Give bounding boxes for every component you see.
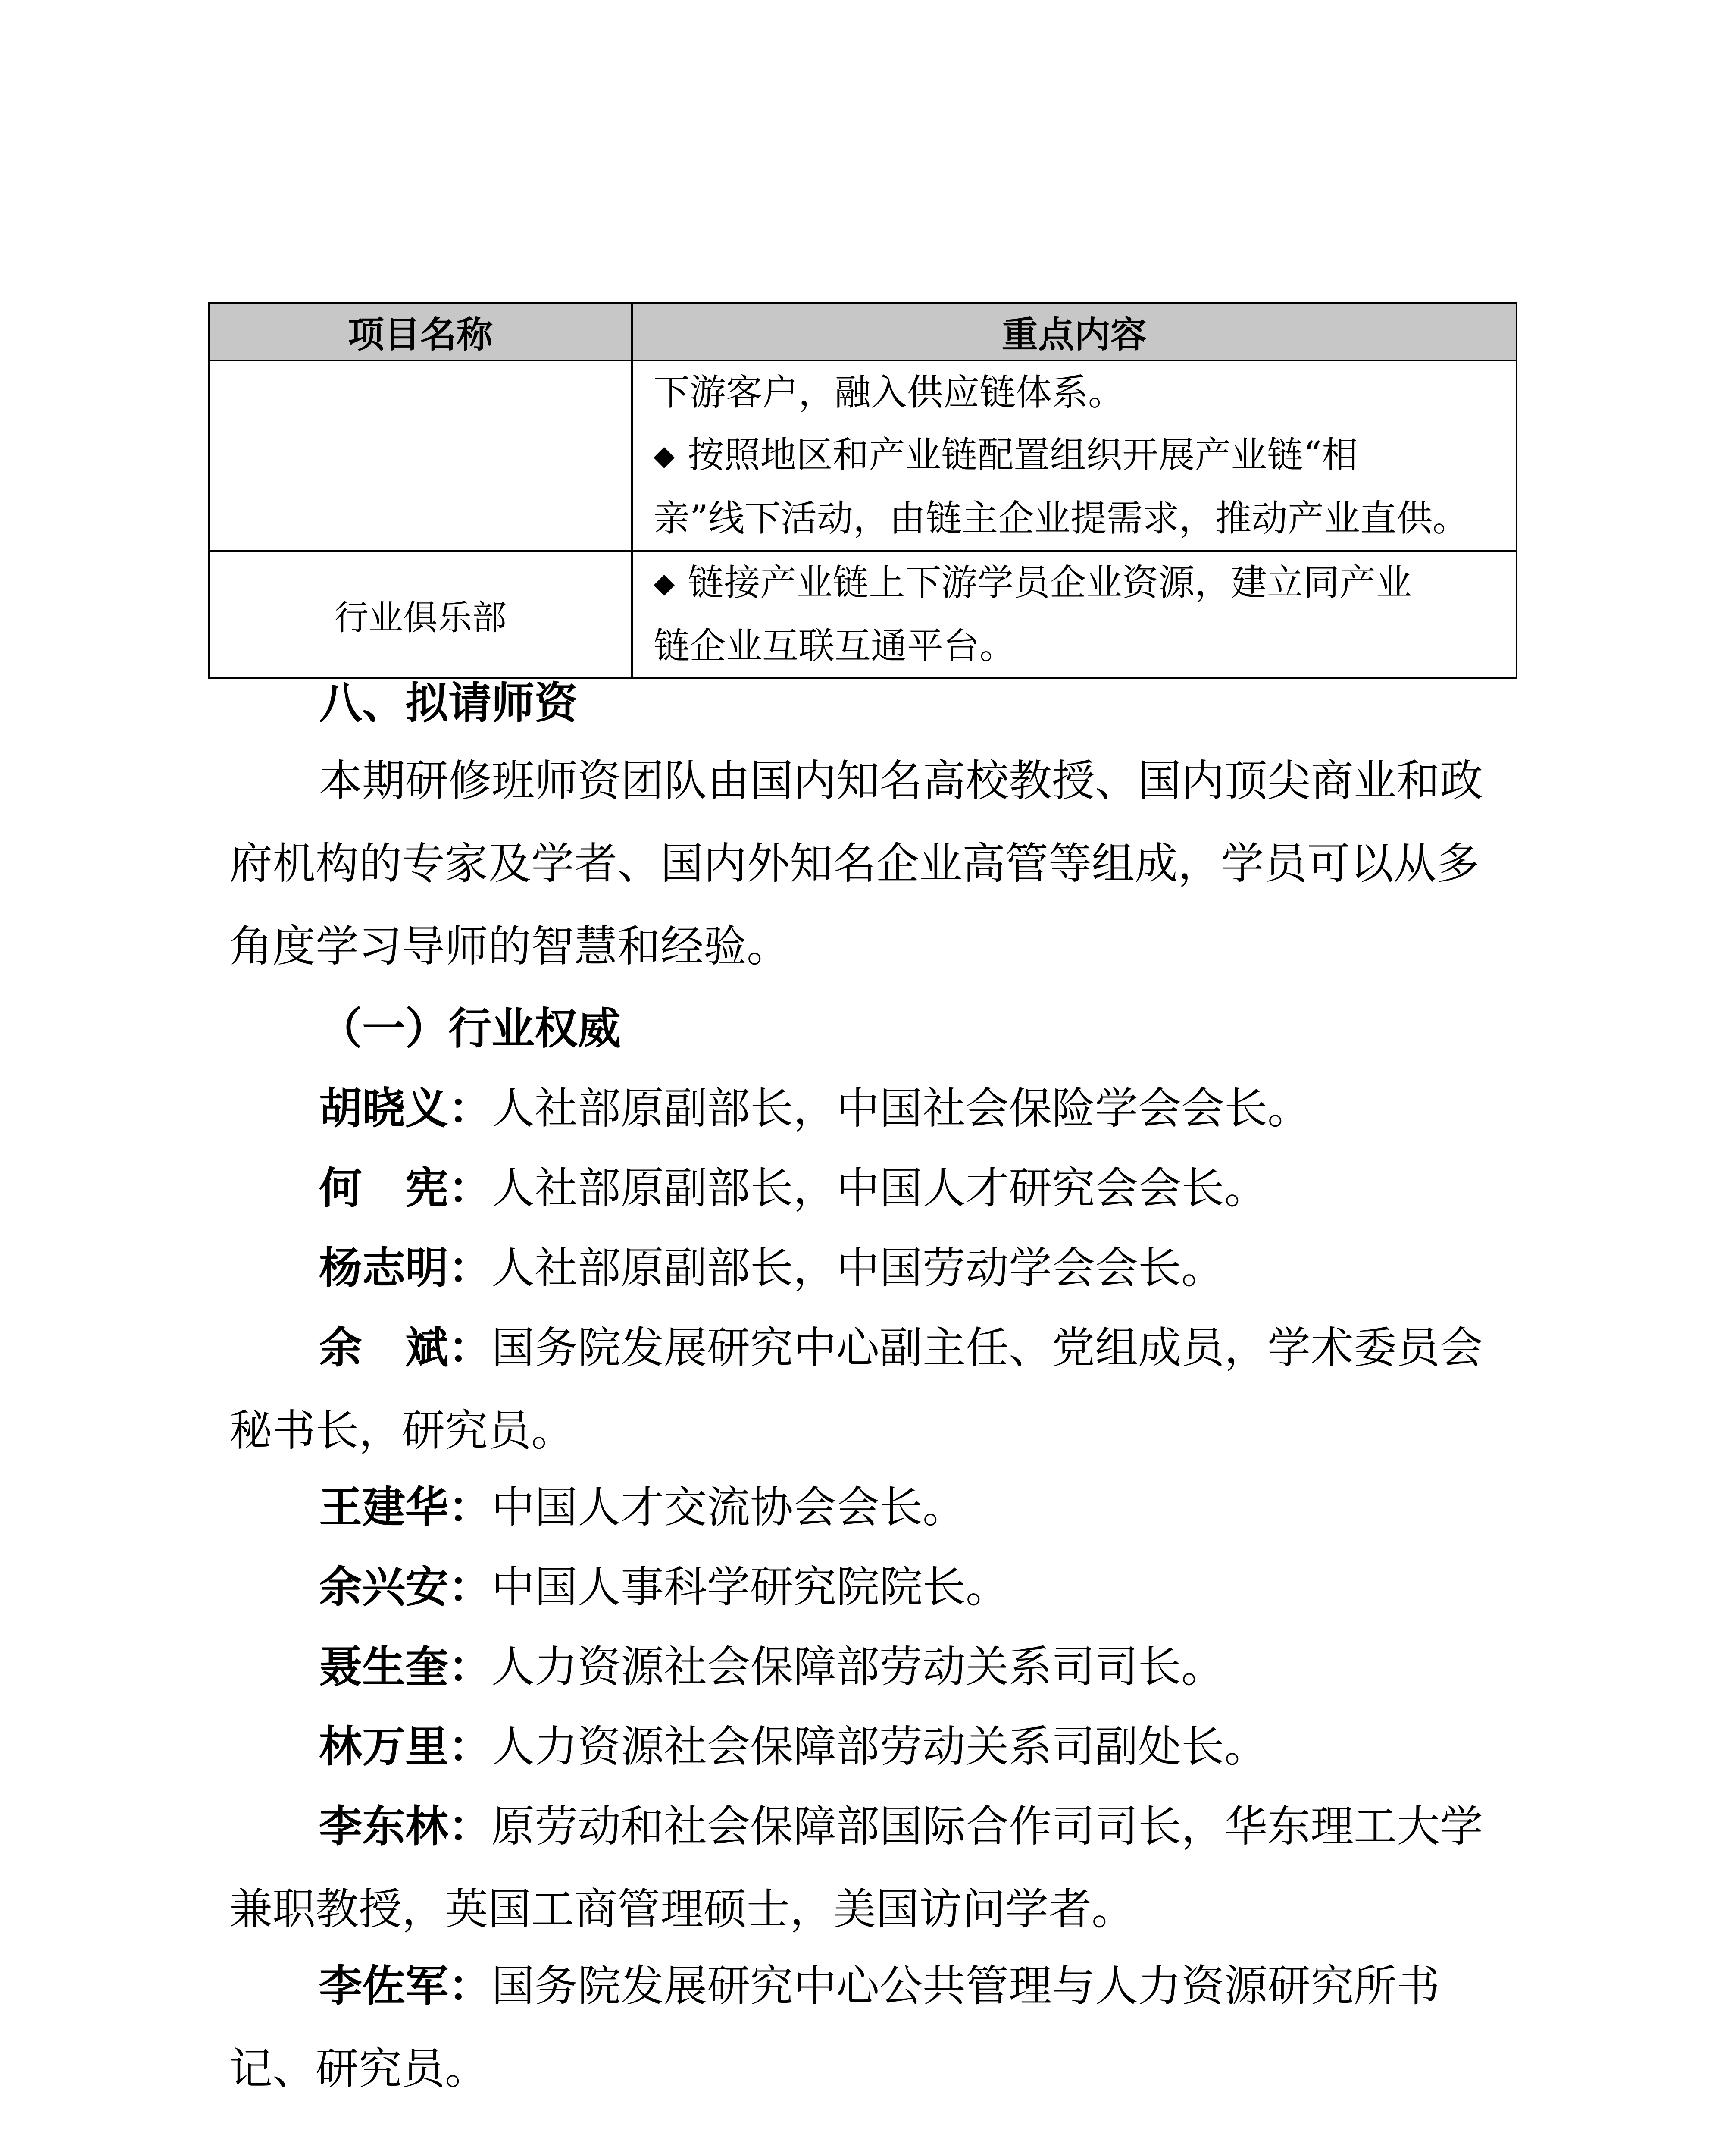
table-header-content: 重点内容 xyxy=(632,303,1517,360)
person-desc: 人力资源社会保障部劳动关系司副处长。 xyxy=(491,1721,1267,1772)
person-name: 李佐军： xyxy=(319,1961,491,2011)
person-entry xyxy=(229,1466,1505,1549)
subheading: （一）行业权威 xyxy=(319,1003,621,1054)
person-entry xyxy=(229,1227,1505,1310)
diamond-bullet-icon: ◆ xyxy=(654,567,675,599)
person-entry xyxy=(229,1945,1505,2110)
table-row xyxy=(209,551,1517,678)
table-row xyxy=(209,360,1517,551)
table-header-name: 项目名称 xyxy=(209,303,632,360)
person-name: 聂生奎： xyxy=(319,1642,491,1692)
content-text: 按照地区和产业链配置组织开展产业链“相 xyxy=(688,434,1358,476)
table-cell-content xyxy=(632,551,1517,678)
content-line xyxy=(654,487,1498,550)
person-name: 胡晓义： xyxy=(319,1083,491,1134)
content-line xyxy=(654,361,1498,424)
content-text: 链企业互联互通平台。 xyxy=(654,625,1016,667)
person-entry xyxy=(229,1785,1505,1951)
intro-paragraph: 本期研修班师资团队由国内知名高校教授、国内顶尖商业和政府机构的专家及学者、国内外知名企业高管等组成，学员可以从多角度学习导师的智慧和经验。 xyxy=(229,755,1483,971)
person-desc: 中国人事科学研究院院长。 xyxy=(491,1562,1009,1612)
content-text: 链接产业链上下游学员企业资源，建立同产业 xyxy=(688,561,1412,604)
content-line xyxy=(654,552,1498,615)
person-desc: 国务院发展研究中心公共管理与人力资源研究所书记、研究员。 xyxy=(229,1961,1440,2094)
content-text: 下游客户，融入供应链体系。 xyxy=(654,371,1125,414)
table-cell-name xyxy=(209,360,632,551)
person-desc: 人社部原副部长，中国社会保险学会会长。 xyxy=(491,1083,1311,1134)
person-name: 杨志明： xyxy=(319,1243,491,1293)
person-entry xyxy=(229,1546,1505,1629)
person-entry xyxy=(229,1307,1505,1472)
content-line xyxy=(654,424,1498,487)
person-desc: 国务院发展研究中心副主任、党组成员，学术委员会秘书长，研究员。 xyxy=(229,1322,1483,1456)
person-desc: 人力资源社会保障部劳动关系司司长。 xyxy=(491,1642,1224,1692)
section-heading: 八、拟请师资 xyxy=(319,678,578,728)
person-desc: 中国人才交流协会会长。 xyxy=(491,1482,966,1532)
project-table xyxy=(208,302,1517,679)
person-entry xyxy=(229,1147,1505,1230)
person-name: 王建华： xyxy=(319,1482,491,1532)
person-desc: 人社部原副部长，中国人才研究会会长。 xyxy=(491,1163,1267,1213)
person-name: 余兴安： xyxy=(319,1562,491,1612)
table-header-row xyxy=(209,303,1517,360)
person-name: 余 斌： xyxy=(319,1322,491,1373)
content-text: 亲”线下活动，由链主企业提需求，推动产业直供。 xyxy=(654,497,1469,539)
person-name: 林万里： xyxy=(319,1721,491,1772)
person-desc: 原劳动和社会保障部国际合作司司长，华东理工大学兼职教授，英国工商管理硕士，美国访问学者。 xyxy=(229,1801,1483,1934)
person-name: 李东林： xyxy=(319,1801,491,1852)
person-entry xyxy=(229,1626,1505,1708)
person-desc: 人社部原副部长，中国劳动学会会长。 xyxy=(491,1243,1224,1293)
person-entry xyxy=(229,1705,1505,1788)
table-cell-name: 行业俱乐部 xyxy=(209,551,632,678)
diamond-bullet-icon: ◆ xyxy=(654,440,675,472)
person-name: 何 宪： xyxy=(319,1163,491,1213)
table-cell-content xyxy=(632,360,1517,551)
person-entry xyxy=(229,1067,1505,1150)
